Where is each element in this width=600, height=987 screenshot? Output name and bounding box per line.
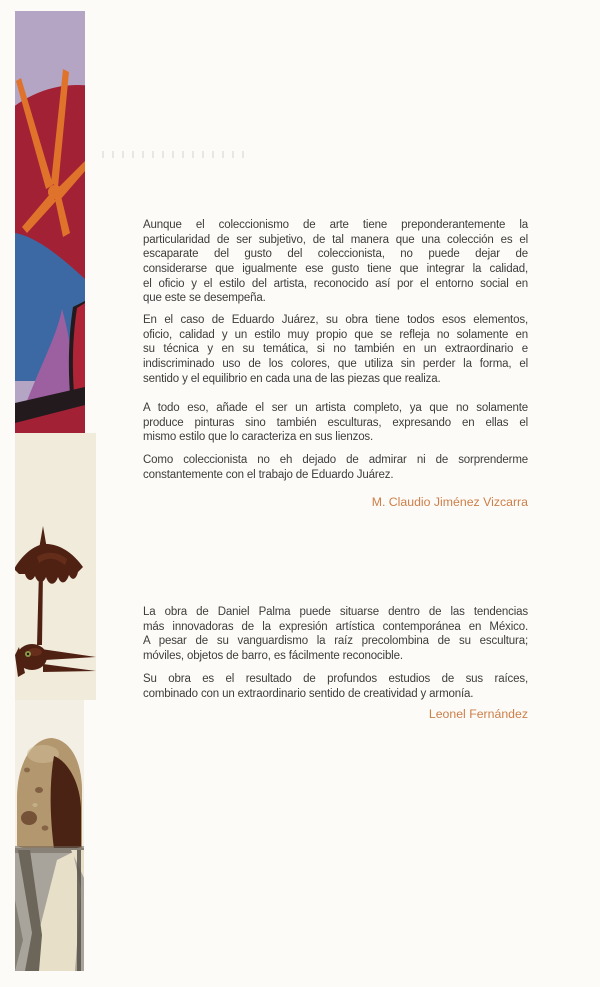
paragraph-daniel-palma-roots: Su obra es el resultado de profundos estudios de sus raíces, combinado con un extraordinario sentido de creatividad y armonía. [143,673,528,700]
bird-umbrella-sculpture-image [15,433,96,700]
faint-print-artifact [102,151,244,158]
paragraph-eduardo-juarez-style: En el caso de Eduardo Juárez, su obra tiene todos esos elementos, oficio, calidad y un estilo muy propio que se refleja no solamente en su técnica y en su temática, si no también en un extraordinario e indiscriminado uso de los colores, que utiliza sin perder la forma, el sentido y el equilibrio en cada una de las piezas que realiza. [143,314,528,385]
abstract-painting-image [15,11,85,433]
paragraph-complete-artist: A todo eso, añade el ser un artista completo, ya que no solamente produce pinturas sino también esculturas, expresando en ellas el mismo estilo que lo caracteriza en sus lienzos. [143,402,528,444]
signature-leonel-fernandez: Leonel Fernández [428,707,528,721]
sculpture-shapes [15,433,96,700]
paragraph-collector-closing: Como coleccionista no eh dejado de admirar ni de sorprenderme constantemente con el trabajo de Eduardo Juárez. [143,454,528,481]
signature-claudio-jimenez-vizcarra: M. Claudio Jiménez Vizcarra [371,495,528,509]
paragraph-daniel-palma-intro: La obra de Daniel Palma puede situarse dentro de las tendencias más innovadoras de la expresión artística contemporánea en México. A pesar de su vanguardismo la raíz precolombina de su escultura; móviles, objetos de barro, es fácilmente reconocible. [143,606,528,663]
paragraph-collecting-intro: Aunque el coleccionismo de arte tiene preponderantemente la particularidad de ser subjetivo, de tal manera que una colección es el escaparate del gusto del coleccionista, no puede dejar de considerarse que igualmente ese gusto tiene que integrar la calidad, el oficio y el estilo del artista, reconocido así por el entorno social en que este se desempeña. [143,219,528,305]
stone-photo-shapes [15,700,84,971]
painting-shapes [15,11,85,433]
stone-sculpture-photo-image [15,700,84,971]
